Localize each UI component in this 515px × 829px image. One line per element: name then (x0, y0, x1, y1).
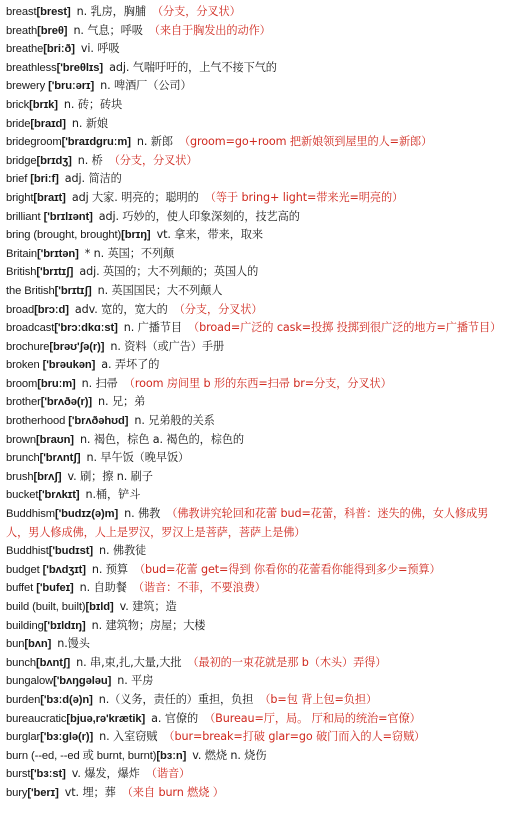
definition: n.馒头 (57, 637, 90, 651)
list-item (6, 654, 509, 673)
phonetic: ['brʌðəhʊd] (68, 415, 129, 428)
headword: Buddhist (6, 545, 49, 558)
phonetic: [braʊn] (35, 433, 74, 446)
definition: n. 串,束,扎,大量,大批 (76, 655, 182, 669)
phonetic: [breθ] (37, 24, 68, 37)
headword: bury (6, 786, 28, 799)
list-item (6, 747, 509, 766)
mnemonic-note: （分支，分叉状） (151, 5, 241, 18)
definition: n. 平房 (117, 674, 154, 688)
phonetic: [brɔːd] (34, 303, 69, 316)
phonetic: [bɪld] (85, 601, 114, 613)
headword: Buddhism (6, 508, 55, 521)
phonetic: ['brɪlɪənt] (43, 210, 93, 223)
headword: brotherhood (6, 415, 69, 428)
mnemonic-note: （bud=花蕾 get=得到 你看你的花蕾看你能得到多少=预算） (133, 562, 441, 576)
headword: bunch (6, 656, 36, 669)
mnemonic-note: （Bureau=厅，局。 厅和局的统治=官僚） (204, 711, 421, 725)
list-item (6, 635, 509, 654)
definition: adj. 英国的；大不列颠的；英国人的 (79, 265, 259, 279)
mnemonic-note: （最初的一束花就是那 b（木头）弄得） (187, 655, 387, 669)
definition: a. 弄坏了的 (101, 358, 160, 372)
phonetic: [bjuə,rə'krætik] (66, 712, 146, 725)
list-item (6, 77, 509, 96)
phonetic: ['berɪ] (27, 786, 59, 799)
mnemonic-note: （来自于胸发出的动作） (148, 23, 271, 37)
mnemonic-note: （谐音：不菲，不要浪费） (132, 581, 266, 595)
definition: n. 桥 (77, 153, 103, 167)
list-item (6, 728, 509, 747)
phonetic: ['brɔːdkɑːst] (54, 322, 118, 335)
headword: burst (6, 768, 31, 781)
list-item (6, 468, 509, 487)
list-item (6, 412, 509, 431)
mnemonic-note: （谐音） (145, 767, 191, 781)
phonetic: ['bɜːglə(r)] (40, 731, 94, 744)
definition: n. 佛教徒 (98, 544, 147, 558)
phonetic: ['breθlɪs] (56, 61, 104, 74)
mnemonic-note: （等于 bring+ light=带来光=明亮的） (204, 190, 404, 204)
list-item (6, 282, 509, 301)
definition: adj. 气喘吁吁的，上气不接下气的 (109, 60, 277, 74)
entry-list (6, 3, 509, 803)
headword: brown (6, 433, 36, 446)
list-item (6, 691, 509, 710)
definition: n. 入室窃贼 (99, 730, 158, 744)
list-item (6, 710, 509, 729)
phonetic: ['bɜːst] (30, 768, 66, 781)
phonetic: ['brɪtən] (37, 247, 79, 260)
phonetic: [brɪŋ] (121, 229, 151, 242)
headword: brother (6, 396, 41, 409)
headword: broken (6, 359, 43, 372)
phonetic: [brəʊ'ʃə(r)] (49, 340, 105, 353)
list-item (6, 40, 509, 59)
definition: n. 早午饭（晚早饭） (86, 451, 190, 465)
list-item (6, 189, 509, 208)
mnemonic-note: （分支，分叉状） (108, 153, 198, 167)
headword: burden (6, 693, 41, 706)
definition: n. 佛教 (124, 507, 161, 521)
phonetic: [brɪk] (29, 98, 58, 111)
list-item (6, 170, 509, 189)
mnemonic-note: （来自 burn 燃烧 ） (121, 785, 224, 799)
definition: vt. 埋；葬 (64, 785, 116, 799)
mnemonic-note: （room 房间里 b 形的东西=扫帚 br=分支，分叉状） (123, 376, 392, 390)
list-item (6, 356, 509, 375)
phonetic: ['budɪst] (48, 545, 93, 558)
headword: British (6, 266, 37, 279)
definition: n. 砖；砖块 (63, 97, 123, 111)
list-item (6, 375, 509, 394)
list-item (6, 133, 509, 152)
headword: brief (6, 173, 31, 186)
headword: breathless (6, 61, 57, 74)
definition: n. 自助餐 (79, 581, 127, 595)
headword: bungalow (6, 675, 54, 688)
phonetic: [bruːm] (37, 377, 76, 390)
list-item (6, 393, 509, 412)
phonetic: [brɪdʒ] (36, 154, 72, 167)
list-item (6, 319, 509, 338)
list-item (6, 115, 509, 134)
headword: brochure (6, 340, 50, 353)
list-item (6, 505, 509, 542)
headword: buffet (6, 582, 37, 595)
mnemonic-note: （b=包 背上包=负担） (259, 692, 378, 706)
headword: brick (6, 98, 30, 111)
phonetic: [briːð] (43, 43, 75, 56)
definition: n. 新郎 (136, 135, 173, 149)
definition: n. 预算 (91, 562, 128, 576)
headword: bride (6, 117, 31, 130)
definition: n. 资料（或广告）手册 (110, 339, 225, 353)
headword: bright (6, 191, 34, 204)
phonetic: ['bʌdʒɪt] (42, 563, 86, 576)
definition: n. 气息；呼吸 (73, 23, 143, 37)
headword: broadcast (6, 322, 55, 335)
headword: the British (6, 284, 55, 297)
definition: n. 乳房，胸脯 (76, 5, 146, 18)
definition: n.桶，铲斗 (85, 488, 141, 502)
list-item (6, 784, 509, 803)
phonetic: ['brɪtɪʃ] (54, 284, 92, 297)
headword: bring (brought, brought) (6, 229, 122, 242)
phonetic: ['brʌðə(r)] (40, 396, 93, 409)
mnemonic-note: （分支，分叉状） (173, 302, 263, 316)
mnemonic-note: （broad=广泛的 cask=投掷 投掷到很广泛的地方=广播节目） (188, 321, 502, 335)
phonetic: [bʌn] (24, 638, 52, 651)
headword: broom (6, 377, 38, 390)
definition: n. 广播节目 (123, 321, 183, 335)
definition: vt. 拿来，带来，取来 (156, 228, 263, 242)
list-item (6, 301, 509, 320)
list-item (6, 226, 509, 245)
headword: burglar (6, 731, 41, 744)
definition: v. 燃烧 n. 烧伤 (192, 748, 267, 762)
headword: broad (6, 303, 35, 316)
mnemonic-note: （groom=go+room 把新娘领到屋里的人=新郎） (178, 135, 433, 149)
headword: bridegroom (6, 136, 62, 149)
definition: n.（义务，责任的）重担，负担 (98, 692, 254, 706)
phonetic: [briːf] (30, 173, 59, 186)
list-item (6, 263, 509, 282)
phonetic: ['braɪdgruːm] (61, 136, 131, 149)
list-item (6, 598, 509, 617)
headword: breath (6, 24, 38, 37)
definition: n. 扫帚 (81, 376, 118, 390)
list-item (6, 561, 509, 580)
definition: adv. 宽的，宽大的 (74, 302, 168, 316)
list-item (6, 431, 509, 450)
definition: v. 爆发，爆炸 (71, 767, 140, 781)
headword: bridge (6, 154, 37, 167)
mnemonic-note: （bur=break=打破 glar=go 破门而入的人=窃贼） (163, 730, 426, 744)
list-item (6, 542, 509, 561)
definition: * n. 英国；不列颠 (84, 246, 175, 260)
phonetic: ['budɪz(ə)m] (54, 508, 119, 521)
phonetic: ['brɪtɪʃ] (36, 266, 74, 279)
definition: n. 褐色，棕色 a. 褐色的，棕色的 (79, 432, 245, 446)
phonetic: [braɪt] (33, 191, 66, 204)
list-item (6, 617, 509, 636)
headword: brunch (6, 452, 40, 465)
phonetic: ['brəukən] (42, 359, 96, 372)
definition: n. 兄；弟 (98, 395, 146, 409)
definition: v. 建筑；造 (119, 600, 177, 613)
headword: brush (6, 470, 34, 483)
list-item (6, 59, 509, 78)
definition: n. 新娘 (71, 116, 108, 130)
headword: burn (--ed, --ed 或 burnt, burnt) (6, 749, 157, 762)
list-item (6, 3, 509, 22)
phonetic: ['bruːərɪ] (48, 80, 95, 93)
definition: adj. 巧妙的，使人印象深刻的，技艺高的 (98, 209, 300, 223)
headword: Britain (6, 247, 38, 260)
headword: brewery (6, 80, 49, 93)
list-item (6, 672, 509, 691)
phonetic: [braɪd] (30, 117, 66, 130)
phonetic: [brest] (36, 6, 71, 18)
definition: a. 官僚的 (151, 711, 199, 725)
headword: breast (6, 6, 37, 18)
phonetic: ['brʌkɪt] (38, 489, 80, 502)
definition: adj. 简洁的 (64, 172, 122, 186)
definition: vi. 呼吸 (80, 42, 120, 56)
phonetic: [bʌntʃ] (35, 656, 71, 669)
phonetic: ['bɜːd(ə)n] (40, 693, 93, 706)
list-item (6, 152, 509, 171)
definition: n. 英国国民；大不列颠人 (97, 283, 223, 297)
phonetic: [brʌʃ] (33, 470, 62, 483)
definition: n. 兄弟般的关系 (134, 414, 215, 428)
definition: v. 刷；擦 n. 刷子 (67, 469, 153, 483)
definition: n. 建筑物；房屋；大楼 (91, 618, 206, 632)
headword: build (built, built) (6, 601, 86, 613)
list-item (6, 486, 509, 505)
list-item (6, 208, 509, 227)
headword: building (6, 619, 44, 632)
phonetic: ['bufeɪ] (36, 582, 74, 595)
list-item (6, 338, 509, 357)
definition: n. 啤酒厂（公司） (100, 79, 192, 93)
list-item (6, 765, 509, 784)
mnemonic-note: （佛教讲究轮回和花蕾 bud=花蕾，科普：迷失的佛，女人修成男人，男人修成佛，人上是罗汉，罗汉上是菩萨，菩萨上是佛） (6, 507, 489, 539)
list-item (6, 245, 509, 264)
headword: bun (6, 638, 25, 651)
phonetic: ['bʌŋgələu] (53, 675, 112, 688)
list-item (6, 449, 509, 468)
definition: adj 大家. 明亮的；聪明的 (71, 190, 199, 204)
headword: bucket (6, 489, 39, 502)
phonetic: ['bɪldɪŋ] (43, 619, 86, 632)
phonetic: [bɜːn] (156, 749, 187, 762)
headword: brilliant (6, 210, 44, 223)
headword: breathe (6, 43, 44, 56)
phonetic: ['brʌntʃ] (39, 452, 81, 465)
list-item (6, 22, 509, 41)
list-item (6, 96, 509, 115)
list-item (6, 579, 509, 598)
headword: bureaucratic (6, 712, 67, 725)
headword: budget (6, 563, 43, 576)
